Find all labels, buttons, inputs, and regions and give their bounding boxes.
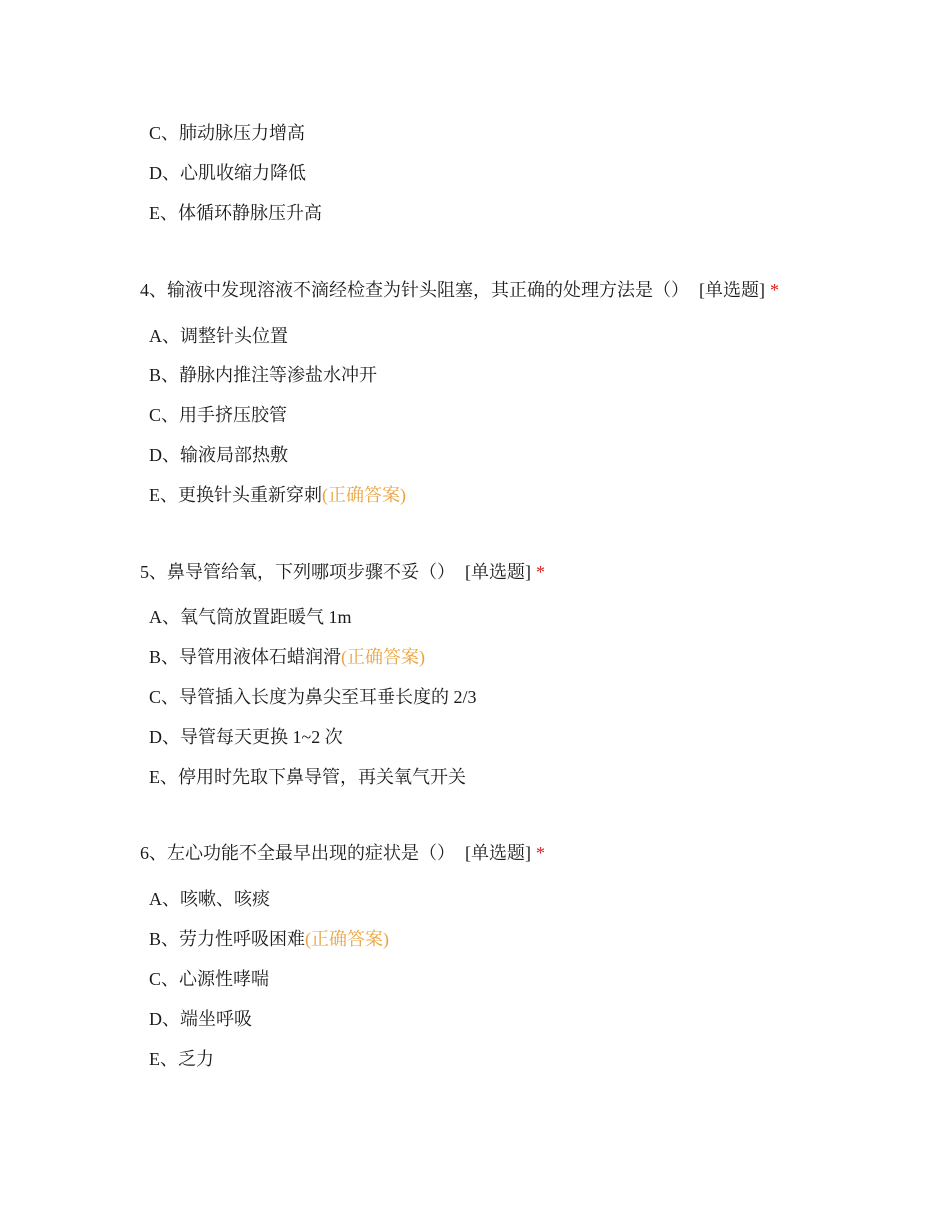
question-text: 4、输液中发现溶液不滴经检查为针头阻塞，其正确的处理方法是（） xyxy=(140,280,689,300)
option-text: A、咳嗽、咳痰 xyxy=(149,889,270,909)
option-text: C、心源性哮喘 xyxy=(149,969,270,989)
correct-answer-tag: (正确答案) xyxy=(305,929,390,949)
question-type-label: [单选题] xyxy=(699,280,765,300)
question-title xyxy=(140,841,545,865)
option-item xyxy=(149,403,287,427)
option-item xyxy=(149,887,270,911)
option-item xyxy=(149,927,389,951)
option-text: C、用手挤压胶管 xyxy=(149,405,288,425)
option-item xyxy=(149,1007,252,1031)
option-item xyxy=(149,605,352,629)
option-item xyxy=(149,443,288,467)
option-text: A、调整针头位置 xyxy=(149,326,288,346)
option-text: C、肺动脉压力增高 xyxy=(149,123,306,143)
option-text: D、输液局部热敷 xyxy=(149,445,288,465)
option-text: D、导管每天更换 1~2 次 xyxy=(149,727,343,747)
correct-answer-tag: (正确答案) xyxy=(341,647,426,667)
option-text: B、导管用液体石蜡润滑 xyxy=(149,647,342,667)
option-item xyxy=(149,685,477,709)
question-text: 6、左心功能不全最早出现的症状是（） xyxy=(140,843,455,863)
required-mark: * xyxy=(536,562,545,582)
option-item xyxy=(149,725,343,749)
required-mark: * xyxy=(770,280,779,300)
correct-answer-tag: (正确答案) xyxy=(322,485,406,505)
option-text: E、乏力 xyxy=(149,1049,214,1069)
option-item xyxy=(149,967,269,991)
option-text: E、更换针头重新穿刺 xyxy=(149,485,322,505)
option-item xyxy=(149,121,305,145)
option-item xyxy=(149,324,288,348)
option-text: E、停用时先取下鼻导管，再关氧气开关 xyxy=(149,767,466,787)
option-item xyxy=(149,363,377,387)
required-mark: * xyxy=(536,843,545,863)
option-item xyxy=(149,483,406,507)
option-item xyxy=(149,161,306,185)
option-item xyxy=(149,765,466,789)
option-item xyxy=(149,1047,214,1071)
option-text: C、导管插入长度为鼻尖至耳垂长度的 2/3 xyxy=(149,687,477,707)
option-text: E、体循环静脉压升高 xyxy=(149,203,322,223)
option-item xyxy=(149,645,425,669)
option-text: D、端坐呼吸 xyxy=(149,1009,252,1029)
question-text: 5、鼻导管给氧，下列哪项步骤不妥（） xyxy=(140,562,455,582)
option-text: A、氧气筒放置距暖气 1m xyxy=(149,607,352,627)
question-type-label: [单选题] xyxy=(465,562,531,582)
option-text: B、静脉内推注等渗盐水冲开 xyxy=(149,365,378,385)
option-text: B、劳力性呼吸困难 xyxy=(149,929,306,949)
question-title xyxy=(140,278,779,302)
option-text: D、心肌收缩力降低 xyxy=(149,163,306,183)
question-title xyxy=(140,560,545,584)
option-item xyxy=(149,201,322,225)
question-type-label: [单选题] xyxy=(465,843,531,863)
